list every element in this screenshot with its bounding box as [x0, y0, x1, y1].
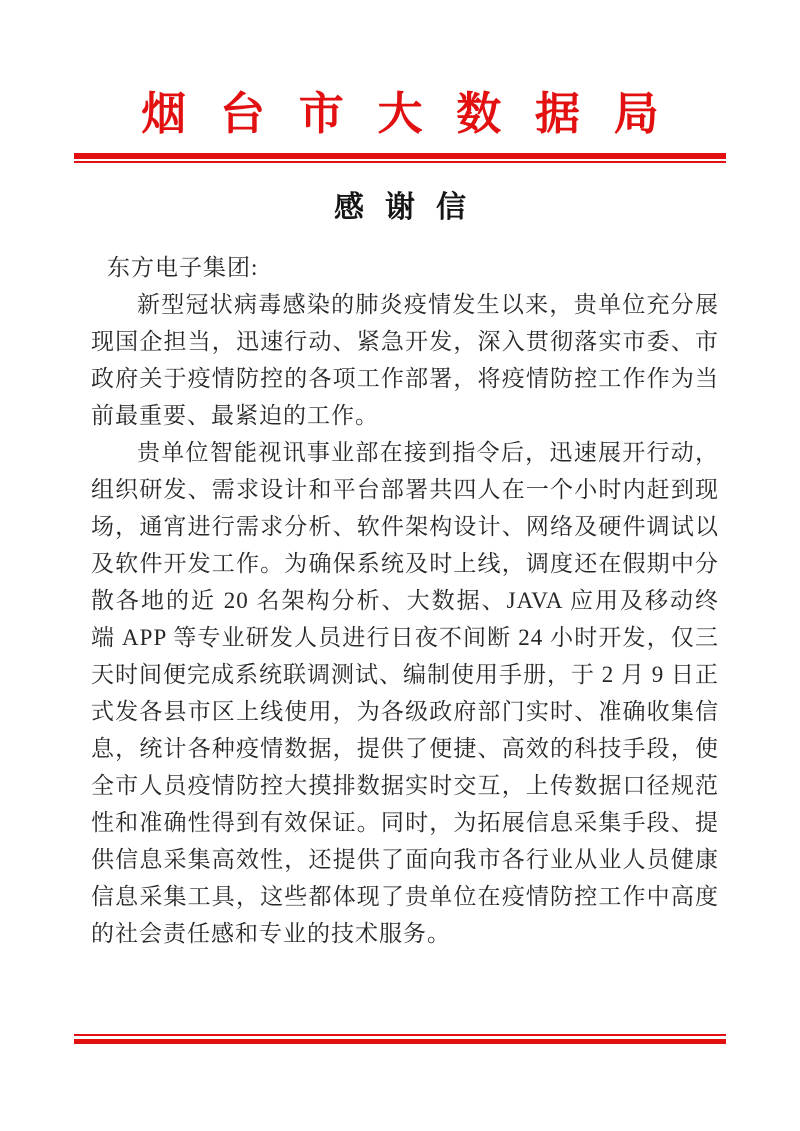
- paragraph: 新型冠状病毒感染的肺炎疫情发生以来，贵单位充分展现国企担当，迅速行动、紧急开发，深入贯彻落实市委、市政府关于疫情防控的各项工作部署，将疫情防控工作作为当前最重要、最紧迫的工作。: [91, 292, 719, 428]
- paragraph-list: [91, 286, 719, 952]
- header-divider-thick-bar: [74, 153, 726, 159]
- footer-divider: [74, 1034, 726, 1044]
- letter-title: 感谢信: [334, 191, 487, 224]
- footer-divider-thin-bar: [74, 1034, 726, 1036]
- letter-body: [91, 249, 719, 952]
- agency-name: 烟台市大数据局: [141, 89, 693, 139]
- salutation: 东方电子集团:: [107, 255, 259, 280]
- header-divider: [74, 153, 726, 163]
- paragraph: 贵单位智能视讯事业部在接到指令后，迅速展开行动，组织研发、需求设计和平台部署共四人在一个小时内赶到现场，通宵进行需求分析、软件架构设计、网络及硬件调试以及软件开发工作。为确保系统及时上线，调度还在假期中分散各地的近 20 名架构分析、大数据、JAVA 应用及移动终端 APP 等专业研发人员进行日夜不间断 24 小时开发，仅三天时间便完成系统联调测试、编制使用手册，于 2 月 9 日正式发各县市区上线使用，为各级政府部门实时、准确收集信息，统计各种疫情数据，提供了便捷、高效的科技手段，使全市人员疫情防控大摸排数据实时交互，上传数据口径规范性和准确性得到有效保证。同时，为拓展信息采集手段、提供信息采集高效性，还提供了面向我市各行业从业人员健康信息采集工具，这些都体现了贵单位在疫情防控工作中高度的社会责任感和专业的技术服务。: [91, 440, 719, 946]
- footer-divider-thick-bar: [74, 1039, 726, 1044]
- header-divider-thin-bar: [74, 161, 726, 163]
